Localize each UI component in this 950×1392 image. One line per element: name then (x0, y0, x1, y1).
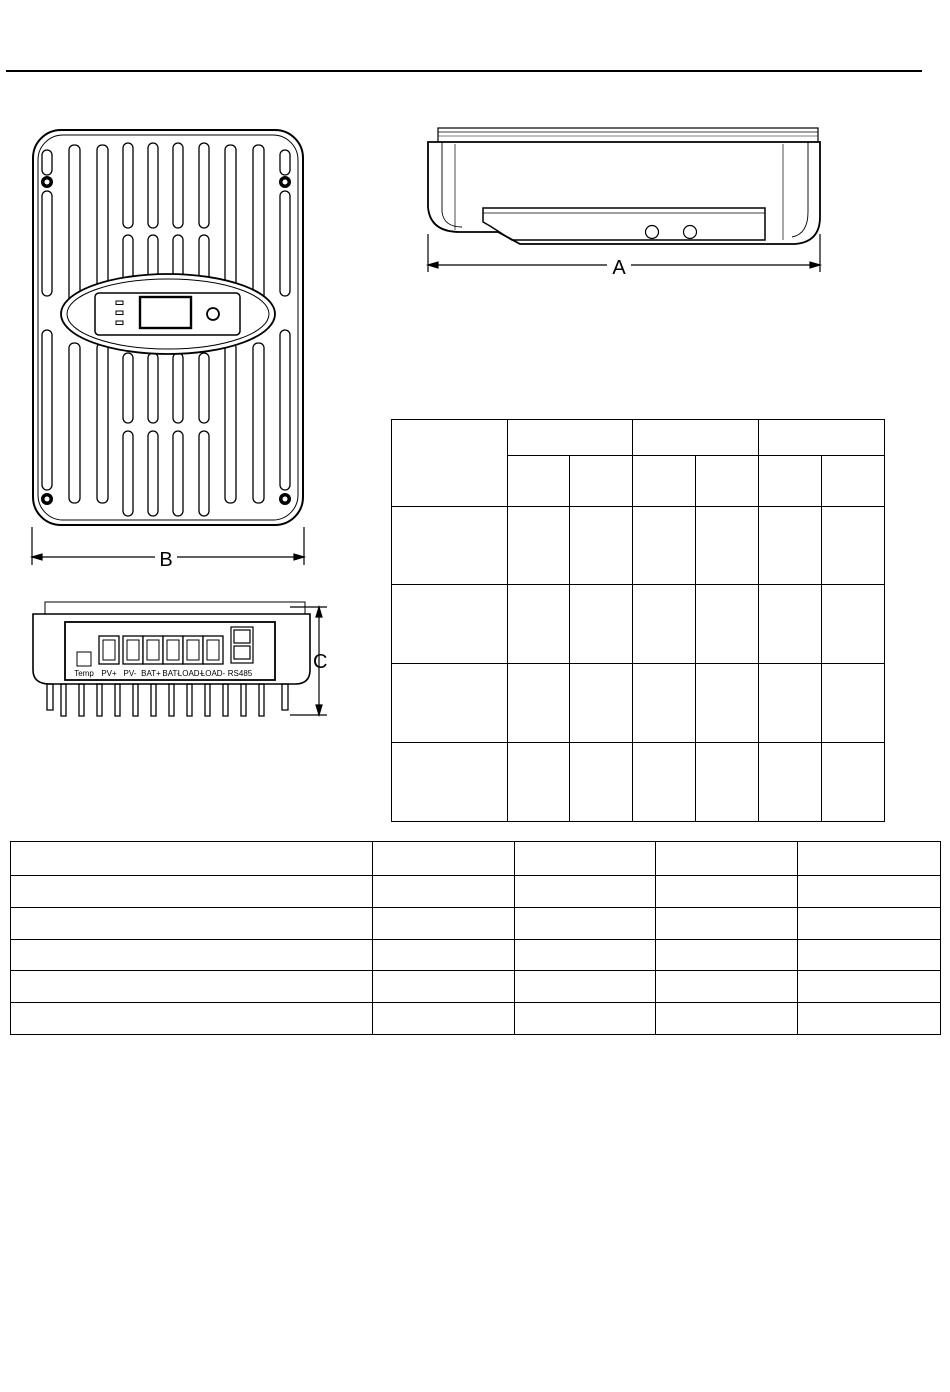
dim-table-group-header (759, 420, 885, 456)
dim-cell (570, 585, 633, 664)
button-icon (207, 308, 219, 320)
terminal-label-pv-minus: PV- (123, 669, 137, 678)
spec-cell (373, 842, 515, 876)
dim-cell (633, 585, 696, 664)
dim-cell (822, 743, 885, 822)
terminal-label-temp: Temp (74, 669, 94, 678)
dim-cell (759, 507, 822, 585)
table-row (392, 507, 885, 585)
table-row (392, 664, 885, 743)
dim-table-sub-header (570, 456, 633, 507)
spec-cell (373, 940, 515, 971)
spec-cell (11, 842, 373, 876)
terminal-view-drawing (25, 598, 340, 723)
spec-table (10, 841, 941, 1035)
terminal-label-rs485: RS485 (227, 669, 253, 678)
screw-icon (279, 176, 291, 188)
screw-icon (41, 493, 53, 505)
lcd-display (140, 297, 191, 328)
dimension-label-a: A (612, 257, 626, 279)
spec-cell (515, 842, 656, 876)
spec-cell (515, 908, 656, 940)
dim-table-corner-cell (392, 420, 508, 507)
dim-row-label (392, 743, 508, 822)
dim-cell (633, 507, 696, 585)
dim-cell (759, 585, 822, 664)
spec-cell (373, 876, 515, 908)
spec-cell (656, 908, 798, 940)
screw-icon (279, 493, 291, 505)
screw-icon (41, 176, 53, 188)
spec-cell (656, 1003, 798, 1035)
spec-cell (798, 908, 941, 940)
spec-cell (798, 842, 941, 876)
dim-cell (822, 585, 885, 664)
dim-cell (822, 507, 885, 585)
dim-cell (570, 664, 633, 743)
front-view-drawing (25, 125, 315, 575)
dim-cell (696, 743, 759, 822)
terminal-block (99, 636, 223, 664)
side-view-drawing (420, 122, 830, 282)
dim-table-sub-header (633, 456, 696, 507)
spec-cell (656, 842, 798, 876)
spec-cell (11, 940, 373, 971)
dim-cell (633, 664, 696, 743)
dim-table-group-header (633, 420, 759, 456)
spec-cell (798, 940, 941, 971)
dimension-table (391, 419, 885, 822)
dim-table-sub-header (696, 456, 759, 507)
spec-cell (515, 876, 656, 908)
table-row (392, 743, 885, 822)
dim-cell (570, 507, 633, 585)
header-rule (6, 70, 922, 72)
dim-cell (508, 743, 570, 822)
dim-row-label (392, 585, 508, 664)
dim-cell (570, 743, 633, 822)
table-row (11, 842, 941, 876)
dim-cell (759, 743, 822, 822)
spec-cell (373, 971, 515, 1003)
table-row (392, 585, 885, 664)
terminal-label-load-plus: LOAD+ (177, 669, 205, 678)
spec-cell (515, 971, 656, 1003)
dim-cell (633, 743, 696, 822)
dimension-label-b: B (159, 549, 173, 571)
spec-cell (656, 876, 798, 908)
spec-cell (515, 1003, 656, 1035)
table-row (11, 876, 941, 908)
spec-cell (656, 940, 798, 971)
spec-cell (11, 908, 373, 940)
dim-row-label (392, 507, 508, 585)
spec-cell (656, 971, 798, 1003)
dim-cell (696, 664, 759, 743)
spec-cell (11, 971, 373, 1003)
port-hole-icon (684, 226, 697, 239)
table-row (11, 940, 941, 971)
dim-table-group-header (508, 420, 633, 456)
spec-cell (798, 876, 941, 908)
port-hole-icon (646, 226, 659, 239)
dim-cell (696, 507, 759, 585)
terminal-label-bat-plus: BAT+ (141, 669, 161, 678)
table-row (11, 1003, 941, 1035)
heatsink-fins (47, 684, 288, 716)
spec-cell (373, 1003, 515, 1035)
terminal-label-pv-plus: PV+ (101, 669, 117, 678)
dim-cell (696, 585, 759, 664)
spec-cell (11, 876, 373, 908)
dimension-label-c: C (313, 651, 328, 673)
terminal-label-load-minus: LOAD- (200, 669, 226, 678)
table-row (11, 971, 941, 1003)
dim-cell (508, 585, 570, 664)
table-row (11, 908, 941, 940)
dim-cell (759, 664, 822, 743)
spec-cell (798, 971, 941, 1003)
spec-cell (798, 1003, 941, 1035)
dim-cell (822, 664, 885, 743)
dim-row-label (392, 664, 508, 743)
spec-cell (515, 940, 656, 971)
spec-cell (11, 1003, 373, 1035)
dim-table-sub-header (759, 456, 822, 507)
dim-table-sub-header (508, 456, 570, 507)
terminal-label-bat-minus: BAT- (162, 669, 180, 678)
dim-table-sub-header (822, 456, 885, 507)
dim-cell (508, 664, 570, 743)
spec-cell (373, 908, 515, 940)
dim-cell (508, 507, 570, 585)
